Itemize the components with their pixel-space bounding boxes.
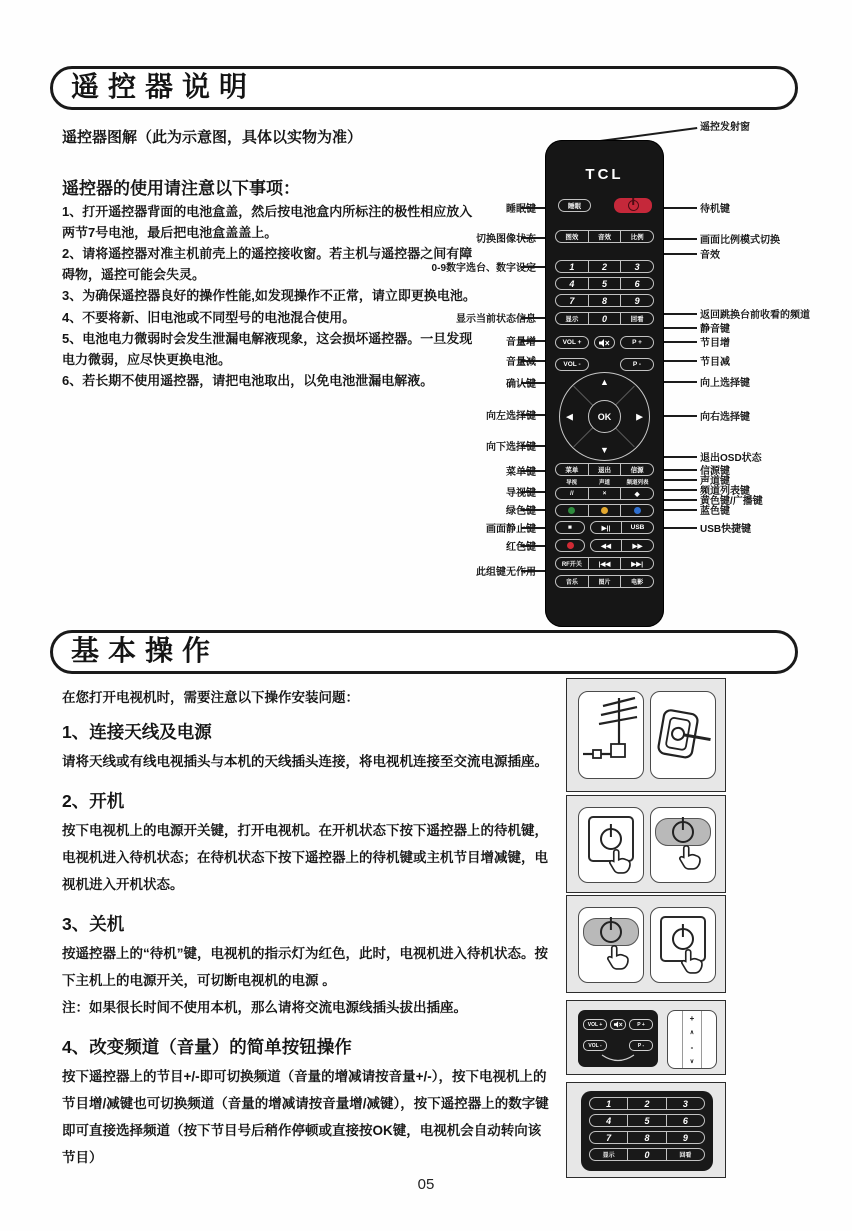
navigation-pad bbox=[559, 372, 650, 461]
ok-button: OK bbox=[588, 400, 621, 433]
mini-program-up-key: P + bbox=[629, 1019, 653, 1030]
remote-callout-label: 画面静止键 bbox=[486, 524, 536, 535]
hand-icon bbox=[675, 842, 705, 872]
remote-callout-label: 退出OSD状态 bbox=[700, 453, 762, 464]
zero-row bbox=[555, 312, 654, 325]
channel-list-label: 频道列表 bbox=[626, 480, 649, 486]
digit-9: 9 bbox=[621, 294, 654, 307]
down-arrow-icon: ▼ bbox=[600, 445, 609, 455]
standby-key-panel bbox=[578, 907, 644, 983]
step1-heading: 1、连接天线及电源 bbox=[62, 722, 212, 742]
remote-callout-label: 确认键 bbox=[506, 379, 536, 390]
green-dot-icon bbox=[568, 507, 575, 514]
page-number: 05 bbox=[417, 1176, 435, 1193]
remote-callout-label: 返回跳换台前收看的频道 bbox=[700, 310, 810, 321]
volume-down-button: VOL - bbox=[555, 358, 589, 371]
stop-button: ■ bbox=[555, 521, 585, 534]
display-button: 显示 bbox=[555, 312, 589, 325]
remote-callout-label: USB快捷键 bbox=[700, 524, 752, 535]
audio-channel-button: × bbox=[589, 487, 622, 500]
digit-2: 2 bbox=[589, 260, 622, 273]
power-plug-icon bbox=[651, 692, 713, 776]
standby-key-panel bbox=[650, 807, 716, 883]
channel-list-button: ◆ bbox=[621, 487, 654, 500]
usage-notes-list bbox=[62, 202, 482, 393]
digit-row-1 bbox=[555, 260, 654, 273]
keypad-key: 7 bbox=[589, 1131, 628, 1144]
red-dot-icon bbox=[567, 542, 574, 549]
keypad-row bbox=[589, 1131, 705, 1144]
keypad-key: 3 bbox=[667, 1097, 705, 1110]
guide-label: 导视 bbox=[565, 480, 577, 486]
digit-0: 0 bbox=[589, 312, 622, 325]
remote-callout-label: 睡眠键 bbox=[506, 204, 536, 215]
program-up-button: P + bbox=[620, 336, 654, 349]
section2-title-box bbox=[50, 630, 798, 674]
hand-icon bbox=[677, 946, 707, 976]
power-plug-panel bbox=[650, 691, 716, 779]
teletext-key-row bbox=[555, 487, 654, 500]
keypad-key: 6 bbox=[667, 1114, 705, 1127]
keypad-key: 0 bbox=[628, 1148, 666, 1161]
keypad-key: 4 bbox=[589, 1114, 628, 1127]
next-button: ▶▶| bbox=[621, 557, 654, 570]
previous-button: |◀◀ bbox=[589, 557, 622, 570]
step4-heading: 4、改变频道（音量）的简单按钮操作 bbox=[62, 1037, 352, 1057]
remote-callout-label: 向上选择键 bbox=[700, 378, 750, 389]
keypad-key: 2 bbox=[628, 1097, 666, 1110]
source-button: 信源 bbox=[621, 463, 654, 476]
step2-body: 按下电视机上的电源开关键，打开电视机。在开机状态下按下遥控器上的待机键，电视机进入待机状态；在待机状态下按下遥控器上的待机键或主机节目增减键，电视机进入开机状态。 bbox=[62, 823, 548, 892]
fast-forward-button: ▶▶ bbox=[622, 539, 654, 552]
sound-mode-button: 音效 bbox=[589, 230, 622, 243]
record-button bbox=[555, 539, 585, 552]
keypad-key: 回看 bbox=[667, 1148, 705, 1161]
mute-icon bbox=[614, 1021, 623, 1028]
note-item: 3、为确保遥控器良好的操作性能,如发现操作不正常，请立即更换电池。 bbox=[62, 288, 476, 303]
media-key-2: 图片 bbox=[589, 575, 622, 588]
note-item: 2、请将遥控器对准主机前壳上的遥控接收窗。若主机与遥控器之间有障碍物，遥控可能会失灵。 bbox=[62, 246, 473, 282]
mute-button bbox=[594, 336, 615, 349]
hand-icon bbox=[605, 846, 635, 876]
remote-callout-label: 信源键 bbox=[700, 466, 730, 477]
aspect-ratio-button: 比例 bbox=[621, 230, 654, 243]
yellow-button bbox=[589, 504, 622, 517]
program-down-button: P - bbox=[620, 358, 654, 371]
power-icon bbox=[628, 200, 639, 211]
sleep-button: 睡眠 bbox=[558, 199, 591, 212]
remote-callout-label: 红色键 bbox=[506, 542, 536, 553]
remote-callout-label: 遥控发射窗 bbox=[700, 122, 750, 133]
step4-body: 按下遥控器上的节目+/-即可切换频道（音量的增减请按音量+/-），按下电视机上的节目增/减键也可切换频道（音量的增减请按音量增/减键），按下遥控器上的数字键即可直接选择频道（按下节目号后稍作停顿或直接按OK键，电视机会自动转向该节目） bbox=[62, 1069, 549, 1165]
blue-button bbox=[621, 504, 654, 517]
hand-icon bbox=[603, 942, 633, 972]
remote-diagram-caption: 遥控器图解（此为示意图，具体以实物为准） bbox=[62, 129, 363, 146]
power-switch-panel bbox=[578, 807, 644, 883]
digit-3: 3 bbox=[621, 260, 654, 273]
side-rocker bbox=[682, 1011, 701, 1068]
remote-callout-label: 蓝色键 bbox=[700, 506, 730, 517]
digit-5: 5 bbox=[589, 277, 622, 290]
usb-button: USB bbox=[622, 521, 654, 534]
remote-callout-label: 此组键无作用 bbox=[476, 567, 536, 578]
green-button bbox=[555, 504, 589, 517]
basic-operations bbox=[62, 686, 554, 1171]
remote-callout-label: 静音键 bbox=[700, 324, 730, 335]
remote-callout-label: 画面比例模式切换 bbox=[700, 235, 780, 246]
remote-callout-label: 声道键 bbox=[700, 476, 730, 487]
remote-callout-label: 切换图像状态 bbox=[476, 234, 536, 245]
remote-callout-label: 菜单键 bbox=[506, 467, 536, 478]
section1-title: 遥控器说明 bbox=[71, 72, 257, 103]
note-item: 1、打开遥控器背面的电池盒盖，然后按电池盒内所标注的极性相应放入两节7号电池，最后把电池盒盖盖上。 bbox=[62, 204, 473, 240]
panel-curve bbox=[600, 1054, 636, 1064]
remote-callout-label: 音量增 bbox=[506, 337, 536, 348]
antenna-panel bbox=[578, 691, 644, 779]
step2-heading: 2、开机 bbox=[62, 791, 125, 811]
color-key-row bbox=[555, 504, 654, 517]
tv-side-control bbox=[667, 1010, 717, 1069]
remote-keys-panel bbox=[578, 1010, 658, 1067]
exit-button: 退出 bbox=[589, 463, 622, 476]
step3-note: 注：如果很长时间不使用本机，那么请将交流电源线插头拔出插座。 bbox=[62, 1000, 467, 1015]
media-key-3: 电影 bbox=[621, 575, 654, 588]
guide-button: // bbox=[555, 487, 589, 500]
illustration-power-off bbox=[566, 895, 726, 993]
remote-callout-label: 向右选择键 bbox=[700, 412, 750, 423]
recall-button: 回看 bbox=[621, 312, 654, 325]
remote-callout-label: 音量减 bbox=[506, 357, 536, 368]
picture-mode-button: 图效 bbox=[555, 230, 589, 243]
keypad-row bbox=[589, 1097, 705, 1110]
keypad-row bbox=[589, 1114, 705, 1127]
illustration-channel-volume-keys bbox=[566, 1000, 726, 1075]
note-item: 6、若长期不使用遥控器，请把电池取出，以免电池泄漏电解液。 bbox=[62, 373, 434, 388]
usage-notes-heading: 遥控器的使用请注意以下事项： bbox=[62, 179, 300, 198]
right-arrow-icon: ▶ bbox=[636, 411, 643, 421]
standby-button bbox=[614, 198, 652, 213]
remote-callout-label: 节目增 bbox=[700, 338, 730, 349]
mini-program-down-key: P - bbox=[629, 1040, 653, 1051]
operations-intro: 在您打开电视机时，需要注意以下操作安装问题： bbox=[62, 690, 359, 705]
left-arrow-icon: ◀ bbox=[566, 411, 573, 421]
keypad-key: 5 bbox=[628, 1114, 666, 1127]
side-up-icon: ∧ bbox=[689, 1030, 695, 1037]
antenna-icon bbox=[579, 692, 641, 776]
mute-icon bbox=[599, 339, 610, 347]
digit-7: 7 bbox=[555, 294, 589, 307]
mini-mute-key bbox=[610, 1019, 626, 1030]
rew-ff-group bbox=[590, 539, 654, 552]
menu-sub-labels bbox=[555, 478, 654, 486]
blue-dot-icon bbox=[634, 507, 641, 514]
rf-switch-button: RF开关 bbox=[555, 557, 589, 570]
section1-title-box bbox=[50, 66, 798, 110]
brand-logo: TCL bbox=[585, 166, 624, 183]
remote-callout-label: 0-9数字选台、数字设定 bbox=[431, 263, 536, 274]
menu-button: 菜单 bbox=[555, 463, 589, 476]
keypad-key: 9 bbox=[667, 1131, 705, 1144]
step3-heading: 3、关机 bbox=[62, 914, 125, 934]
rf-key-row bbox=[555, 557, 654, 570]
keypad-key: 显示 bbox=[589, 1148, 628, 1161]
media-key-1: 音乐 bbox=[555, 575, 589, 588]
power-switch-panel bbox=[650, 907, 716, 983]
note-item: 4、不要将新、旧电池或不同型号的电池混合使用。 bbox=[62, 309, 356, 325]
keypad-key: 8 bbox=[628, 1131, 666, 1144]
number-keypad-panel bbox=[581, 1091, 713, 1171]
yellow-dot-icon bbox=[601, 507, 608, 514]
mode-key-row bbox=[555, 230, 654, 243]
remote-callout-label: 待机键 bbox=[700, 204, 730, 215]
remote-callout-label: 向左选择键 bbox=[486, 411, 536, 422]
remote-callout-label: 黄色键/广播键 bbox=[700, 496, 763, 507]
digit-8: 8 bbox=[589, 294, 622, 307]
play-usb-group bbox=[590, 521, 654, 534]
volume-up-button: VOL + bbox=[555, 336, 589, 349]
mini-volume-up-key: VOL + bbox=[583, 1019, 607, 1030]
side-plus: + bbox=[689, 1014, 695, 1023]
mini-volume-down-key: VOL - bbox=[583, 1040, 607, 1051]
audio-channel-label: 声道 bbox=[598, 480, 610, 486]
remote-callout-label: 绿色键 bbox=[506, 506, 536, 517]
remote-control-illustration bbox=[545, 140, 664, 627]
digit-row-2 bbox=[555, 277, 654, 290]
digit-4: 4 bbox=[555, 277, 589, 290]
play-pause-button: ▶|| bbox=[590, 521, 622, 534]
remote-callout-label: 显示当前状态信息 bbox=[456, 314, 536, 325]
step3-body: 按遥控器上的“待机”键，电视机的指示灯为红色，此时，电视机进入待机状态。按下主机上的电源开关，可切断电视机的电源 。 bbox=[62, 946, 548, 988]
up-arrow-icon: ▲ bbox=[600, 377, 609, 387]
side-minus: - bbox=[690, 1042, 694, 1052]
remote-callout-label: 向下选择键 bbox=[486, 442, 536, 453]
remote-callout-label: 频道列表键 bbox=[700, 486, 750, 497]
rewind-button: ◀◀ bbox=[590, 539, 622, 552]
step1-body: 请将天线或有线电视插头与本机的天线插头连接，将电视机连接至交流电源插座。 bbox=[62, 754, 548, 769]
remote-callout-label: 节目减 bbox=[700, 357, 730, 368]
digit-6: 6 bbox=[621, 277, 654, 290]
keypad-row bbox=[589, 1148, 705, 1161]
note-item: 5、电池电力微弱时会发生泄漏电解液现象，这会损坏遥控器。一旦发现电力微弱，应尽快更换电池。 bbox=[62, 331, 473, 367]
media-key-row bbox=[555, 575, 654, 588]
illustration-power-on bbox=[566, 795, 726, 893]
keypad-key: 1 bbox=[589, 1097, 628, 1110]
remote-callout-label: 导视键 bbox=[506, 488, 536, 499]
illustration-number-keypad bbox=[566, 1082, 726, 1178]
digit-1: 1 bbox=[555, 260, 589, 273]
menu-key-row bbox=[555, 463, 654, 476]
digit-row-3 bbox=[555, 294, 654, 307]
remote-callout-label: 音效 bbox=[700, 250, 720, 261]
section2-title: 基本操作 bbox=[71, 636, 220, 667]
side-down-icon: ∨ bbox=[689, 1058, 695, 1065]
illustration-antenna-power bbox=[566, 678, 726, 792]
